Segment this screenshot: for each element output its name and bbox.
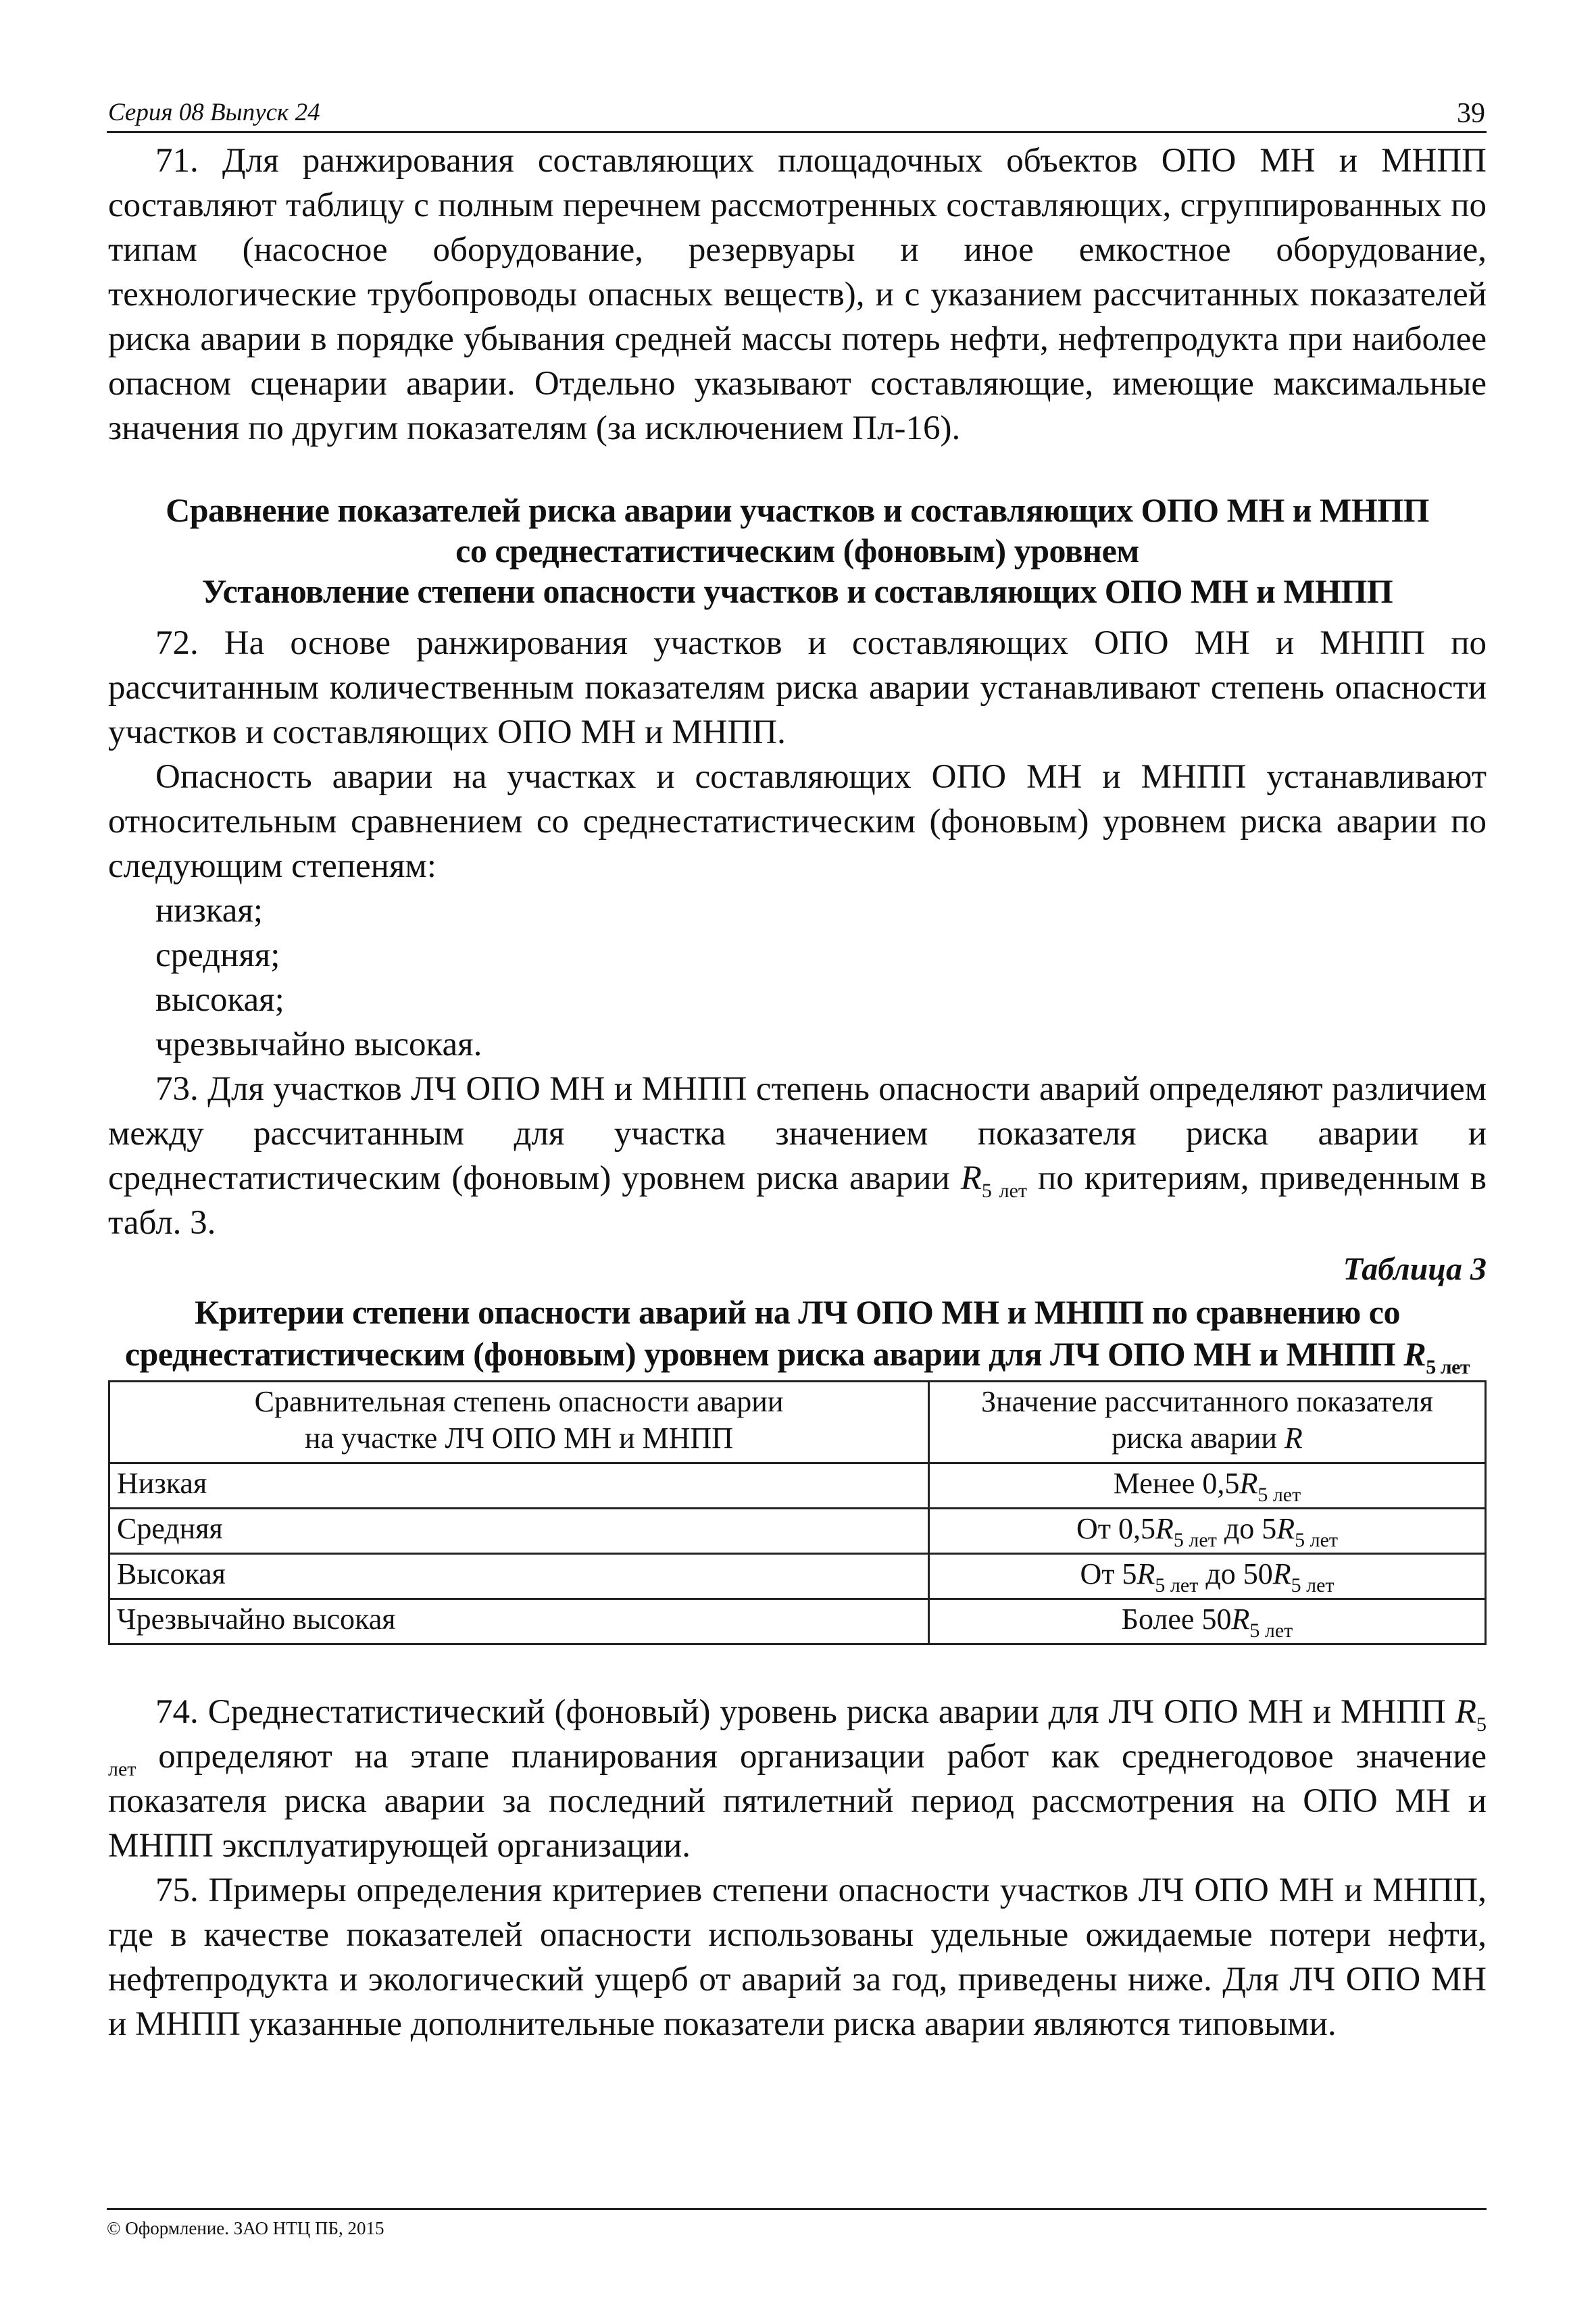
paragraph-72-continued: Опасность аварии на участках и составляющих ОПО МН и МНПП устанавливают относительным сравнением со среднестатистическим (фоновым) уровнем риска аварии по следующим степеням: [108, 758, 1487, 885]
series-title: Серия 08 Выпуск 24 [108, 99, 320, 126]
col1-header [109, 1382, 929, 1463]
table-header-row [109, 1382, 1486, 1463]
p73-tail: по критериям, приведенным в табл. 3. [108, 1159, 1487, 1242]
heading-line-3: Установление степени опасности участков и составляющих ОПО МН и МНПП [201, 572, 1393, 610]
criterion-subscript: 5 лет [1257, 1484, 1301, 1506]
level-item-medium: средняя; [155, 936, 280, 974]
criterion-subscript: 5 лет [1295, 1529, 1338, 1551]
row-level: Средняя [109, 1509, 929, 1554]
heading-line-1: Сравнение показателей риска аварии участков и составляющих ОПО МН и МНПП [166, 491, 1429, 529]
page-footer: © Оформление. ЗАО НТЦ ПБ, 2015 [107, 2208, 1487, 2239]
criterion-symbol: R [1137, 1557, 1155, 1590]
table-row [109, 1554, 1486, 1599]
col2-header-line2: риска аварии [1112, 1422, 1277, 1455]
col1-header-line1: Сравнительная степень опасности аварии [254, 1385, 784, 1418]
paragraph-72: 72. На основе ранжирования участков и составляющих ОПО МН и МНПП по рассчитанным количественным показателям риска аварии устанавливают степень опасности участков и составляющих ОПО МН и МНПП. [108, 624, 1487, 751]
paragraph-73 [108, 1067, 1487, 1245]
page-number: 39 [1457, 98, 1485, 129]
table-row [109, 1599, 1486, 1644]
row-level: Чрезвычайно высокая [109, 1599, 929, 1644]
p73-text: 73. Для участков ЛЧ ОПО МН и МНПП степень опасности аварий определяют различием между рассчитанным для участка значением показателя риска аварии и среднестатистическим (фоновым) уровнем риска аварии [108, 1070, 1487, 1197]
table-row [109, 1509, 1486, 1554]
section-heading [108, 490, 1487, 611]
table-row [109, 1463, 1486, 1509]
table-title [108, 1291, 1487, 1378]
criterion-symbol: R [1239, 1467, 1258, 1500]
col1-header-line2: на участке ЛЧ ОПО МН и МНПП [305, 1422, 733, 1455]
criterion-symbol: R [1231, 1603, 1250, 1636]
level-item-high: высокая; [155, 981, 284, 1019]
row-level: Высокая [109, 1554, 929, 1599]
criterion-symbol: R [1276, 1512, 1295, 1545]
row-level: Низкая [109, 1463, 929, 1509]
p74-text1: 74. Среднестатистический (фоновый) уровень риска аварии для ЛЧ ОПО МН и МНПП [155, 1693, 1446, 1731]
paragraph-74 [108, 1690, 1487, 1868]
criterion-prefix: От 0,5 [1076, 1512, 1156, 1545]
table-title-symbol: R [1403, 1335, 1426, 1373]
table-title-text: Критерии степени опасности аварий на ЛЧ ОПО МН и МНПП по сравнению со среднестатистическим (фоновым) уровнем риска аварии для ЛЧ ОПО МН и МНПП [124, 1293, 1400, 1373]
row-criterion [929, 1599, 1486, 1644]
p73-subscript: 5 лет [981, 1180, 1028, 1202]
criteria-table [108, 1380, 1487, 1645]
row-criterion [929, 1463, 1486, 1509]
criterion-symbol: R [1155, 1512, 1174, 1545]
col2-header-symbol: R [1284, 1422, 1303, 1455]
p74-text2: определяют на этапе планирования организации работ как среднегодовое значение показателя риска аварии за последний пятилетний период рассмотрения на ОПО МН и МНПП эксплуатирующей организации. [108, 1738, 1487, 1865]
col2-header-line1: Значение рассчитанного показателя [981, 1385, 1433, 1418]
criterion-upper: до 50 [1205, 1557, 1273, 1590]
criterion-prefix: От 5 [1080, 1557, 1137, 1590]
page-content [108, 139, 1487, 2046]
row-criterion [929, 1509, 1486, 1554]
p74-symbol: R [1455, 1693, 1476, 1731]
p74-subscript: 5 лет [108, 1713, 1487, 1780]
table-label: Таблица 3 [1343, 1251, 1487, 1287]
criterion-symbol: R [1272, 1557, 1291, 1590]
criterion-subscript: 5 лет [1173, 1529, 1217, 1551]
heading-line-2: со среднестатистическим (фоновым) уровнем [455, 532, 1139, 570]
table-title-subscript: 5 лет [1426, 1356, 1470, 1378]
col2-header-line2-wrap [937, 1420, 1478, 1457]
paragraph-71: 71. Для ранжирования составляющих площадочных объектов ОПО МН и МНПП составляют таблицу с полным перечнем рассмотренных составляющих, сгруппированных по типам (насосное оборудование, резервуары и иное емкостное оборудование, технологические трубопроводы опасных веществ), и с указанием рассчитанных показателей риска аварии в порядке убывания средней массы потерь нефти, нефтепродукта при наиболее опасном сценарии аварии. Отдельно указывают составляющие, имеющие максимальные значения по другим показателям (за исключением Пл-16). [108, 142, 1487, 447]
level-item-extreme: чрезвычайно высокая. [155, 1026, 482, 1063]
criterion-subscript: 5 лет [1291, 1574, 1335, 1596]
row-criterion [929, 1554, 1486, 1599]
criterion-prefix: Более 50 [1121, 1603, 1232, 1636]
criterion-subscript: 5 лет [1155, 1574, 1199, 1596]
level-item-low: низкая; [155, 892, 264, 930]
criterion-upper: до 5 [1224, 1512, 1277, 1545]
col2-header [929, 1382, 1486, 1463]
criterion-subscript: 5 лет [1249, 1619, 1293, 1642]
paragraph-75: 75. Примеры определения критериев степени опасности участков ЛЧ ОПО МН и МНПП, где в качестве показателей опасности использованы удельные ожидаемые потери нефти, нефтепродукта и экологический ущерб от аварий за год, приведены ниже. Для ЛЧ ОПО МН и МНПП указанные дополнительные показатели риска аварии являются типовыми. [108, 1871, 1487, 2043]
page-header [107, 93, 1487, 133]
criterion-prefix: Менее 0,5 [1113, 1467, 1240, 1500]
p73-symbol: R [960, 1159, 982, 1197]
